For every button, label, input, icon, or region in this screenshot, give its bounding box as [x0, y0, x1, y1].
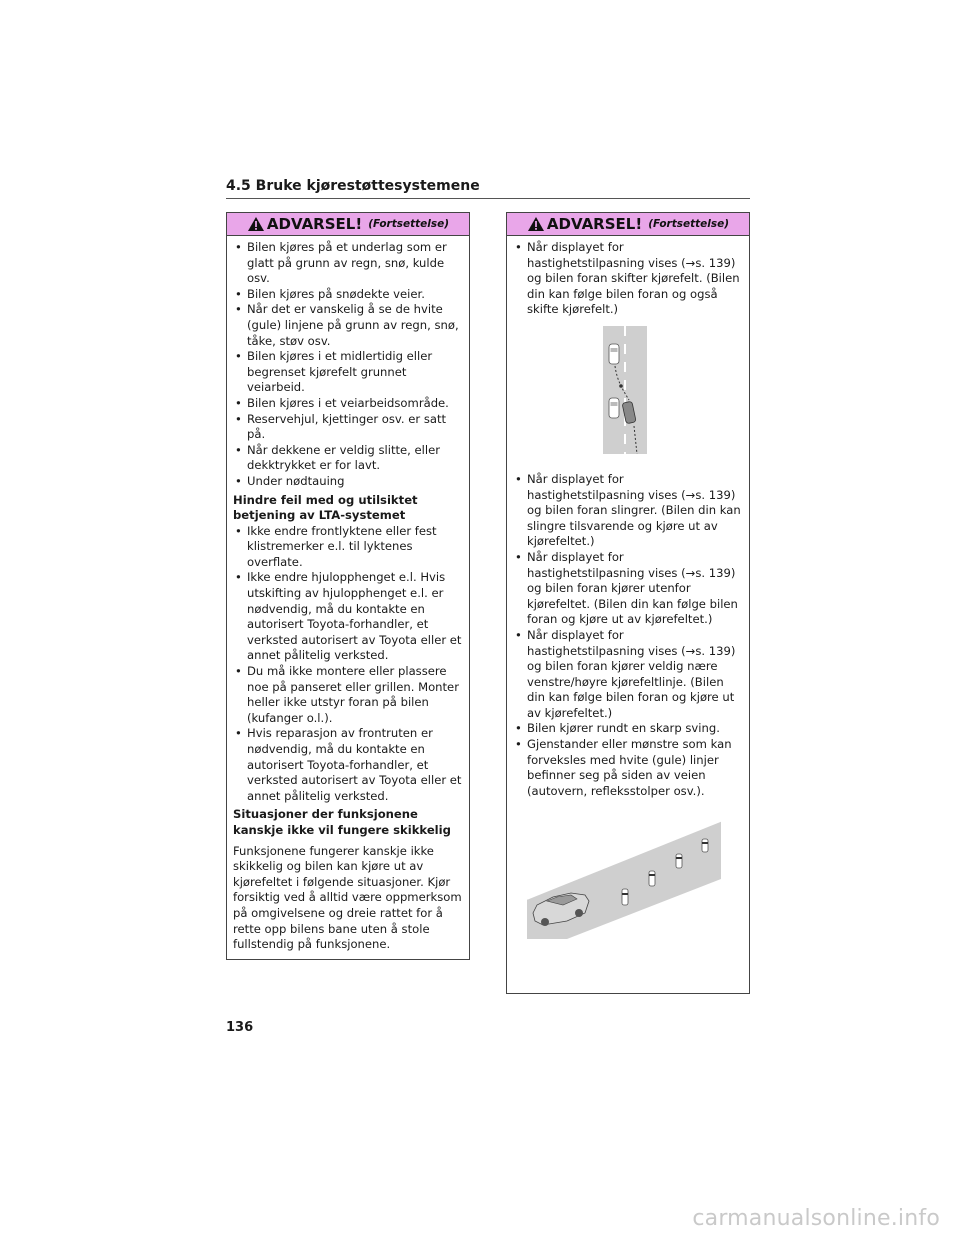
list-item: • Ikke endre hjulopphenget e.l. Hvis utskifting av hjulopphenget e.l. er nødvendig, må du kontakte en autorisert Toyota-forhandler, et verksted autorisert av Toyota eller et annet pålitelig verksted. [233, 570, 463, 664]
warning-header [227, 213, 469, 236]
list-item: • Ikke endre frontlyktene eller fest klistremerker e.l. til lyktenes overflate. [233, 524, 463, 571]
bullet-list-conditions [233, 240, 463, 490]
warning-continued: (Fortsettelse) [648, 218, 730, 230]
watermark: carmanualsonline.info [692, 1206, 940, 1231]
bullet-list-prevention [233, 524, 463, 805]
warning-triangle-icon [527, 216, 545, 232]
list-item: • Bilen kjører rundt en skarp sving. [513, 721, 743, 737]
bullet-list-lane-change [513, 240, 743, 318]
warning-title: ADVARSEL! [546, 215, 643, 233]
list-item: • Reservehjul, kjettinger osv. er satt på. [233, 412, 463, 443]
list-item: • Når displayet for hastighetstilpasning vises (→s. 139) og bilen foran kjører utenfor kjørefeltet. (Bilen din kan følge bilen foran og kjøre ut av kjørefeltet.) [513, 550, 743, 628]
subheading-prevent-misuse: Hindre feil med og utilsiktet betjening av LTA-systemet [233, 492, 418, 523]
list-item: • Når det er vanskelig å se de hvite (gule) linjene på grunn av regn, snø, tåke, støv osv. [233, 302, 463, 349]
section-title: 4.5 Bruke kjørestøttesystemene [226, 178, 750, 199]
warning-continued: (Fortsettelse) [368, 218, 450, 230]
warning-triangle-icon [247, 216, 265, 232]
list-item: • Bilen kjøres i et midlertidig eller begrenset kjørefelt grunnet veiarbeid. [233, 349, 463, 396]
warning-header [507, 213, 749, 236]
list-item: • Gjenstander eller mønstre som kan forveksles med hvite (gule) linjer befinner seg på siden av veien (autovern, refleksstolper osv.). [513, 737, 743, 799]
warning-box-right [506, 212, 750, 994]
list-item: • Når displayet for hastighetstilpasning vises (→s. 139) og bilen foran kjører veldig nære venstre/høyre kjørefeltlinje. (Bilen din kan følge bilen foran og kjøre ut av kjørefeltet.) [513, 628, 743, 722]
subheading-situations: Situasjoner der funksjonene kanskje ikke vil fungere skikkelig [233, 807, 451, 837]
page-number: 136 [226, 1020, 254, 1035]
situations-paragraph: Funksjonene fungerer kanskje ikke skikkelig og bilen kan kjøre ut av kjørefeltet i følgende situasjoner. Kjør forsiktig ved å alltid være oppmerksom på omgivelsene og dreie rattet for å rette opp bilens bane uten å stole fullstendig på funksjonene. [233, 843, 462, 952]
list-item: • Når displayet for hastighetstilpasning vises (→s. 139) og bilen foran slingrer. (Bilen din kan slingre tilsvarende og kjøre ut av kjørefeltet.) [513, 472, 743, 550]
list-item: • Bilen kjøres på et underlag som er glatt på grunn av regn, snø, kulde osv. [233, 240, 463, 287]
lane-change-illustration [603, 326, 647, 454]
list-item: • Bilen kjøres i et veiarbeidsområde. [233, 396, 463, 412]
list-item: • Bilen kjøres på snødekte veier. [233, 287, 463, 303]
list-item: • Hvis reparasjon av frontruten er nødvendig, må du kontakte en autorisert Toyota-forhandler, et verksted autorisert av Toyota eller et annet pålitelig verksted. [233, 726, 463, 804]
list-item: • Når dekkene er veldig slitte, eller dekktrykket er for lavt. [233, 443, 463, 474]
warning-title: ADVARSEL! [266, 215, 363, 233]
bullet-list-situations [513, 472, 743, 799]
warning-box-left [226, 212, 470, 960]
list-item: • Du må ikke montere eller plassere noe på panseret eller grillen. Monter heller ikke utstyr foran på bilen (kufanger o.l.). [233, 664, 463, 726]
list-item: • Under nødtauing [233, 474, 463, 490]
guardrail-illustration [527, 809, 721, 939]
list-item: • Når displayet for hastighetstilpasning vises (→s. 139) og bilen foran skifter kjørefelt. (Bilen din kan følge bilen foran og også skifte kjørefelt.) [513, 240, 743, 318]
